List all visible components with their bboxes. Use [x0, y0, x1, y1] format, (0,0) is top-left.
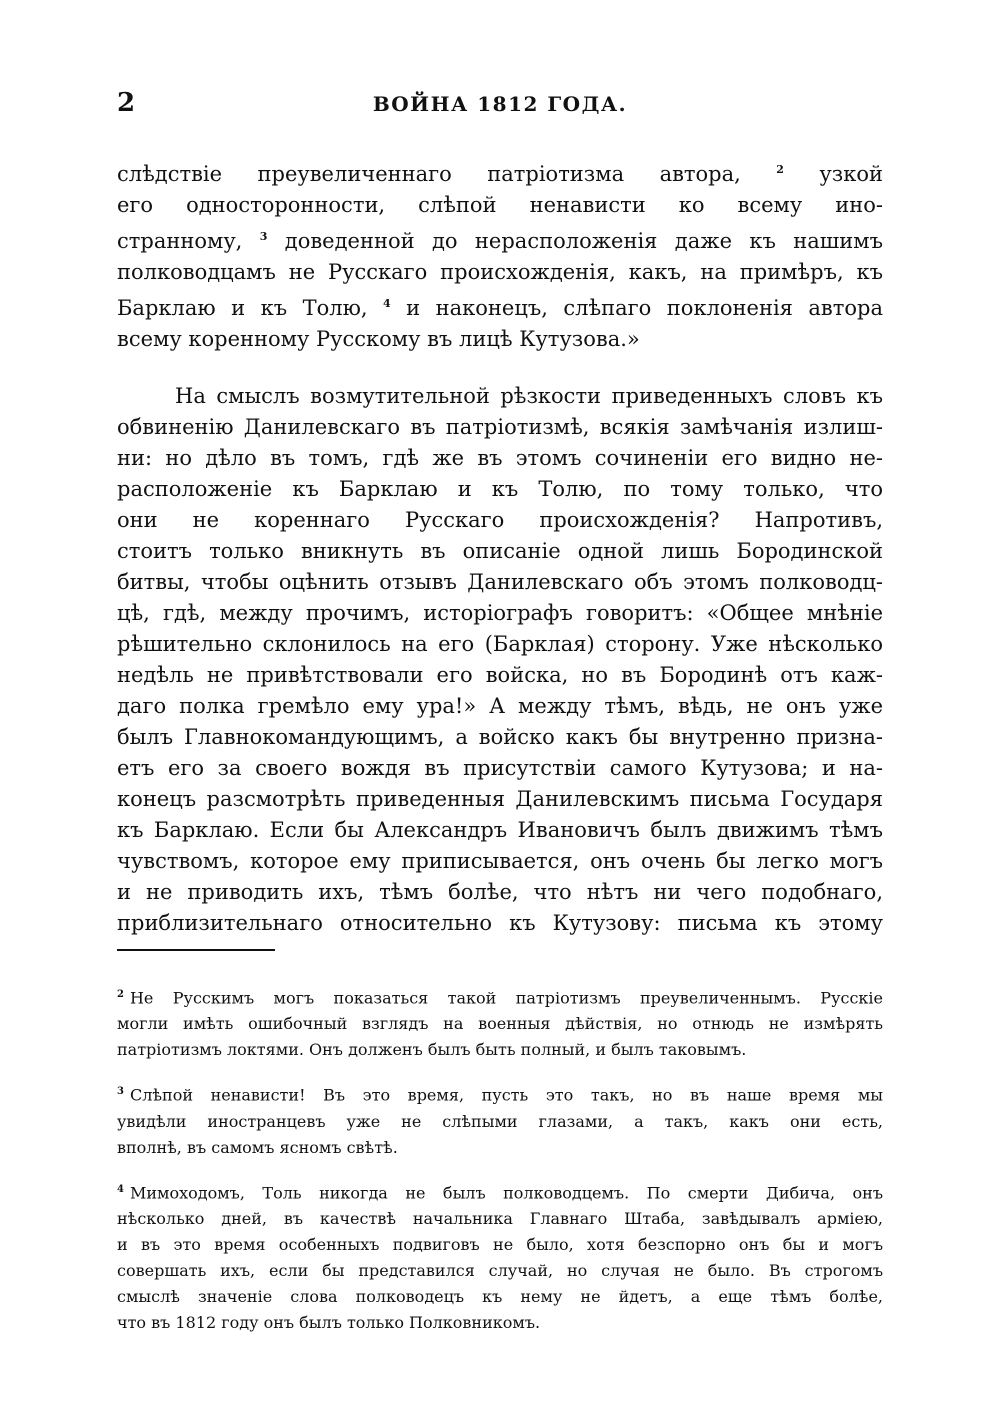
footnote-line: увидѣли иностранцевъ уже не слѣпыми глазами, а такъ, какъ они есть,: [117, 1111, 883, 1131]
text-line: чувствомъ, которое ему приписывается, онъ очень бы легко могъ: [117, 849, 883, 873]
text-line: ни: но дѣло въ томъ, гдѣ же въ этомъ сочиненіи его видно не-: [117, 446, 883, 470]
text-line: На смыслъ возмутительной рѣзкости приведенныхъ словъ къ: [175, 384, 883, 408]
text-line: битвы, чтобы оцѣнить отзывъ Данилевскаго объ этомъ полководц-: [117, 570, 883, 594]
footnote-3: [117, 1079, 883, 1160]
paragraph-2: [117, 381, 883, 939]
text-line: его односторонности, слѣпой ненависти ко всему ино-: [117, 193, 883, 217]
text-line: всему коренному Русскому въ лицѣ Кутузова.»: [117, 327, 640, 351]
text-line: етъ его за своего вождя въ присутствіи самого Кутузова; и на-: [117, 756, 883, 780]
footnote-line: нѣсколько дней, въ качествѣ начальника Главнаго Штаба, завѣдывалъ арміею,: [117, 1208, 883, 1228]
footnote-line: патріотизмъ локтями. Онъ долженъ былъ быть полный, и былъ таковымъ.: [117, 1040, 747, 1060]
text-line: конецъ разсмотрѣть приведенныя Данилевскимъ письма Государя: [117, 787, 883, 811]
footnote-mark: 4: [117, 1183, 124, 1195]
text-line: даго полка гремѣло ему ура!» А между тѣмъ, вѣдь, не онъ уже: [117, 694, 883, 718]
footnote-line: вполнѣ, въ самомъ ясномъ свѣтѣ.: [117, 1137, 398, 1157]
footnote-mark: 2: [117, 989, 124, 1000]
text-line: они не кореннаго Русскаго происхожденія? Напротивъ,: [117, 508, 883, 532]
footnote-divider: [117, 949, 275, 951]
running-title: ВОЙНА 1812 ГОДА.: [372, 92, 628, 116]
footnote-ref: 4: [383, 297, 391, 310]
footnote-ref: 3: [259, 230, 268, 243]
footnote-line: могли имѣть ошибочный взглядъ на военныя дѣйствія, но отнюдь не измѣрять: [117, 1014, 883, 1034]
text-line: недѣль не привѣтствовали его войска, но въ Бородинѣ отъ каж-: [117, 663, 883, 687]
footnote-mark: 3: [117, 1086, 124, 1098]
text-line: расположеніе къ Барклаю и къ Толю, по тому только, что: [117, 477, 883, 501]
text-line: былъ Главнокомандующимъ, а войско какъ бы внутренно призна-: [117, 725, 883, 749]
footnote-line: смыслѣ значеніе слова полководецъ къ нему не йдетъ, а еще тѣмъ болѣе,: [117, 1286, 883, 1306]
body-text: [117, 154, 883, 939]
footnote-line: $^4$ Мимоходомъ, Толь никогда не былъ полководцемъ. По смерти Дибича, онъ: [117, 1182, 883, 1202]
footnote-ref: 2: [776, 163, 784, 176]
text-line: Барклаю и къ Толю, $^4$ и наконецъ, слѣпаго поклоненія автора: [117, 296, 883, 320]
text-line: слѣдствіе преувеличеннаго патріотизма автора, $^2$ узкой: [117, 162, 883, 186]
footnote-2: [117, 982, 883, 1063]
text-line: полководцамъ не Русскаго происхожденія, какъ, на примѣръ, къ: [117, 260, 883, 284]
text-line: цѣ, гдѣ, между прочимъ, исторіографъ говоритъ: «Общее мнѣніе: [117, 601, 883, 625]
text-line: приблизительнаго относительно къ Кутузову: письма къ этому: [117, 911, 883, 935]
footnotes: [117, 982, 883, 1352]
running-head: [117, 88, 883, 128]
text-line: рѣшительно склонилось на его (Барклая) сторону. Уже нѣсколько: [117, 632, 883, 656]
text-line: къ Барклаю. Если бы Александръ Ивановичъ былъ движимъ тѣмъ: [117, 818, 883, 842]
text-line: и не приводить ихъ, тѣмъ болѣе, что нѣтъ ни чего подобнаго,: [117, 880, 883, 904]
page-number: 2: [117, 88, 136, 118]
footnote-line: совершать ихъ, если бы представился случай, но случая не было. Въ строгомъ: [117, 1260, 883, 1280]
paragraph-1: [117, 154, 883, 355]
footnote-line: $^3$ Слѣпой ненависти! Въ это время, пусть это такъ, но въ наше время мы: [117, 1085, 883, 1105]
text-line: обвиненію Данилевскаго въ патріотизмѣ, всякія замѣчанія излиш-: [117, 415, 883, 439]
footnote-4: [117, 1177, 883, 1336]
text-line: странному, $^3$ доведенной до нерасположенія даже къ нашимъ: [117, 229, 883, 253]
footnote-line: $^2$ Не Русскимъ могъ показаться такой патріотизмъ преувеличеннымъ. Русскіе: [117, 988, 883, 1008]
footnote-line: и въ это время особенныхъ подвиговъ не было, хотя безспорно онъ бы и могъ: [117, 1234, 883, 1254]
text-line: стоитъ только вникнуть въ описаніе одной лишь Бородинской: [117, 539, 883, 563]
footnote-line: что въ 1812 году онъ былъ только Полковникомъ.: [117, 1312, 541, 1332]
